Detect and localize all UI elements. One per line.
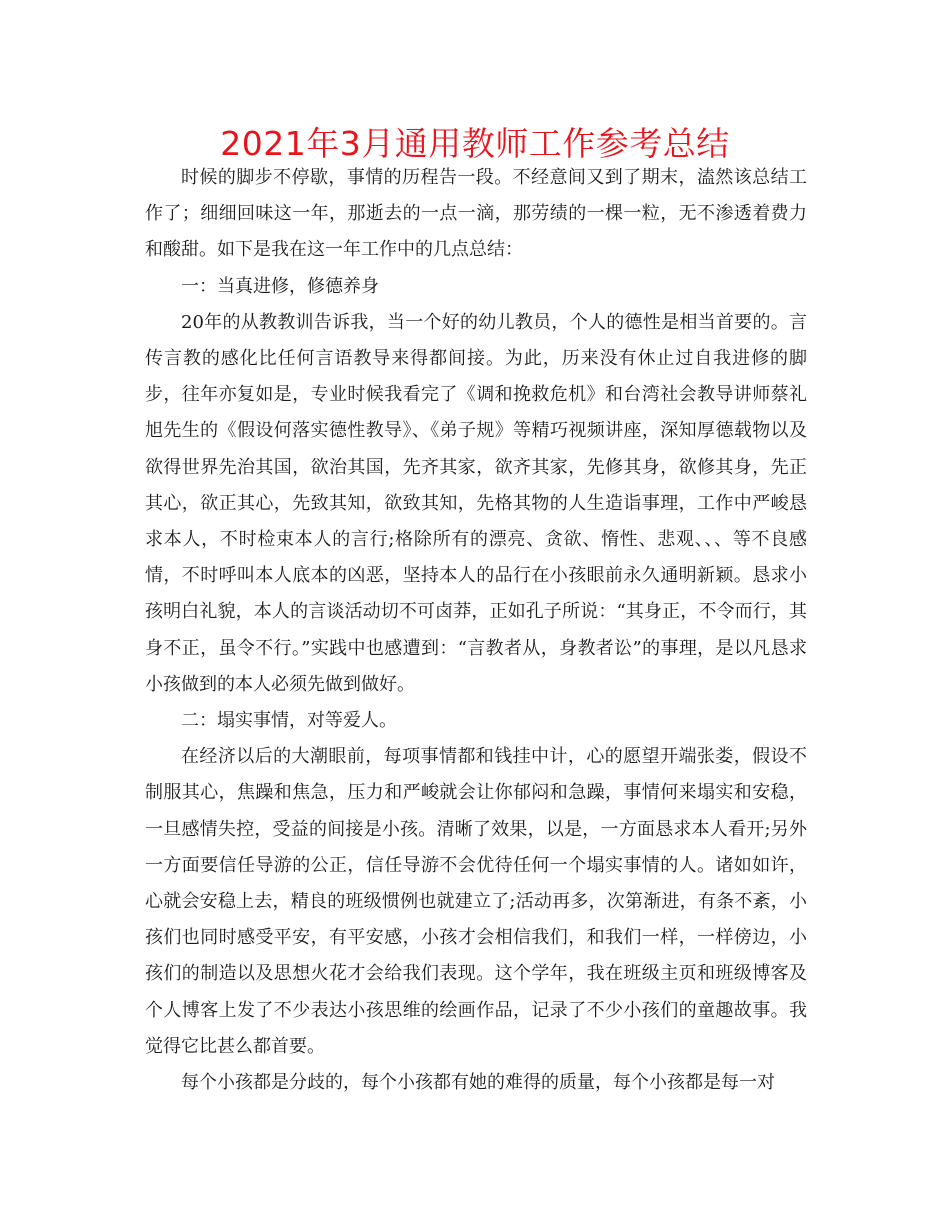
section-heading-1: 一：当真进修，修德养身 <box>181 275 379 297</box>
paragraph-intro: 时候的脚步不停歇，事情的历程告一段。不经意间又到了期末，溘然该总结工作了；细细回味这一年，那逝去的一点一滴，那劳绩的一棵一粒，无不渗透着费力和酸甜。如下是我在这一年工作中的几点总结： <box>145 167 807 261</box>
document-title: 2021年3月通用教师工作参考总结 <box>220 124 730 163</box>
paragraph-section-2: 在经济以后的大潮眼前，每项事情都和钱挂中计，心的愿望开端张娄，假设不制服其心，焦躁和焦急，压力和严峻就会让你郁闷和急躁，事情何来塌实和安稳，一旦感情失控，受益的间接是小孩。清晰了效果，以是，一方面恳求本人看开;另外一方面要信任导游的公正，信任导游不会优待任何一个塌实事情的人。诸如如许，心就会安稳上去，精良的班级惯例也就建立了;活动再多，次第渐进，有条不紊，小孩们也同时感受平安，有平安感，小孩才会相信我们，和我们一样，一样傍边，小孩们的制造以及思想火花才会给我们表现。这个学年，我在班级主页和班级博客及个人博客上发了不少表达小孩思维的绘画作品，记录了不少小孩们的童趣故事。我觉得它比甚么都首要。 <box>145 746 807 1057</box>
section-heading-2: 二：塌实事情，对等爱人。 <box>181 710 397 732</box>
paragraph-continued: 每个小孩都是分歧的，每个小孩都有她的难得的质量，每个小孩都是每一对 <box>181 1072 775 1094</box>
paragraph-section-1: 20年的从教教训告诉我，当一个好的幼儿教员，个人的德性是相当首要的。言传言教的感化比任何言语教导来得都间接。为此，历来没有休止过自我进修的脚步，往年亦复如是，专业时候我看完了《调和挽救危机》和台湾社会教导讲师蔡礼旭先生的《假设何落实德性教导》、《弟子规》等精巧视频讲座，深知厚德载物以及欲得世界先治其国，欲治其国，先齐其家，欲齐其家，先修其身，欲修其身，先正其心，欲正其心，先致其知，欲致其知，先格其物的人生造诣事理，工作中严峻恳求本人，不时检束本人的言行;格除所有的漂亮、贪欲、惰性、悲观、、、等不良感情，不时呼叫本人底本的凶恶，坚持本人的品行在小孩眼前永久通明新颖。恳求小孩明白礼貌，本人的言谈活动切不可卤莽，正如孔子所说：“其身正，不令而行，其身不正，虽令不行。”实践中也感遭到：“言教者从，身教者讼”的事理，是以凡恳求小孩做到的本人必须先做到做好。 <box>145 311 807 695</box>
document-body <box>145 160 807 1101</box>
